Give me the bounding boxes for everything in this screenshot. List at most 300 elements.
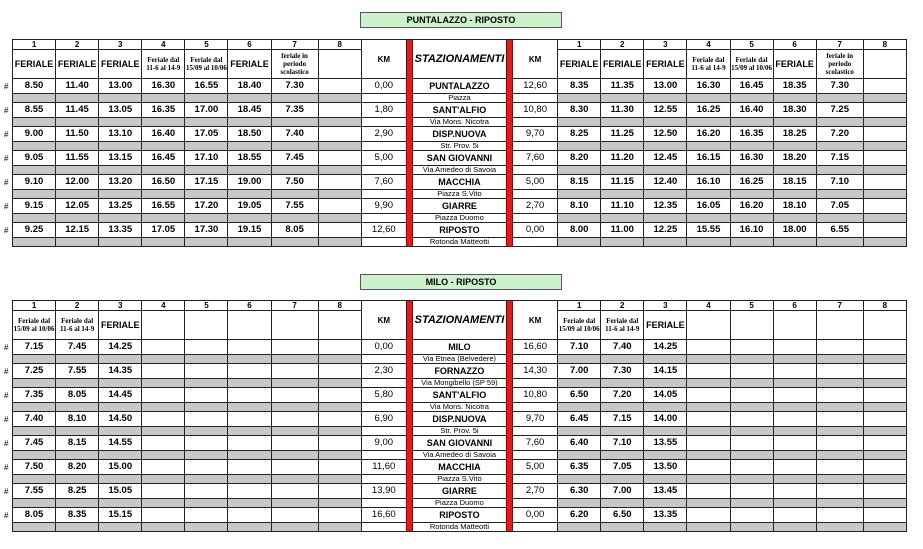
departure-time [142,175,185,190]
departure-time [4,79,56,94]
time-value: 8.50 [24,80,44,91]
row-marker: # [4,202,9,211]
departure-time: 16.45 [730,79,773,94]
separator-cell [361,451,406,460]
separator-cell [318,118,361,127]
departure-time [730,508,773,523]
departure-time [863,151,906,166]
column-header: FERIALE [644,50,687,79]
column-header: Feriale dal 15/09 al 10/06 [558,311,601,340]
km-value: 0,00 [513,508,558,523]
km-header: KM [361,40,406,79]
departure-time [185,151,228,166]
departure-time [56,460,99,475]
column-header: FERIALE [99,50,142,79]
separator-cell [773,238,816,247]
km-value: 14,30 [513,364,558,379]
departure-time: 13.45 [644,484,687,499]
departure-time [271,388,318,403]
departure-time [99,436,142,451]
departure-time [730,412,773,427]
separator-cell [558,403,601,412]
timetable-row [13,103,907,118]
separator-cell [185,118,228,127]
separator-cell [644,379,687,388]
departure-time: 7.30 [816,79,863,94]
separator-cell [13,379,56,388]
column-number: 2 [601,301,644,311]
separator-cell [271,379,318,388]
separator-cell [361,499,406,508]
departure-time [816,484,863,499]
separator-cell [730,451,773,460]
separator-cell [271,142,318,151]
departure-time [228,484,271,499]
time-value: 11.50 [65,128,89,139]
departure-time [863,127,906,142]
separator-cell [816,94,863,103]
time-value: 16.55 [194,80,219,91]
separator-cell [863,214,906,223]
separator-cell [773,214,816,223]
separator-cell [13,142,56,151]
departure-time [773,412,816,427]
time-value: 8.20 [67,461,87,472]
separator-cell [863,166,906,175]
departure-time [142,508,185,523]
separator-cell [601,118,644,127]
departure-time [863,340,906,355]
separator-cell [56,94,99,103]
time-value: 7.15 [24,341,44,352]
column-header: Feriale dal 11-6 al 14-9 [56,311,99,340]
departure-time [185,127,228,142]
departure-time [318,223,361,238]
departure-time [228,364,271,379]
separator-cell [644,499,687,508]
departure-time: 18.20 [773,151,816,166]
departure-time: 18.00 [773,223,816,238]
departure-time: 7.05 [816,199,863,214]
column-header: FERIALE [644,311,687,340]
departure-time [99,508,142,523]
station-address: Via Amedeo di Savoia [412,166,506,175]
departure-time [687,388,730,403]
separator-cell [13,451,56,460]
timetable-puntalazzo-riposto [4,39,907,247]
departure-time: 7.10 [558,340,601,355]
time-value: 9.10 [24,176,44,187]
departure-time [863,223,906,238]
departure-time [4,484,56,499]
time-value: 7.50 [285,176,304,187]
departure-time: 14.00 [644,412,687,427]
separator-cell [558,214,601,223]
timetable-row [13,79,907,94]
departure-time [318,199,361,214]
separator-cell [816,451,863,460]
departure-time [816,460,863,475]
time-value: 18.55 [237,152,262,163]
departure-time: 7.30 [601,364,644,379]
separator-cell [13,238,56,247]
departure-time [318,412,361,427]
time-value: 7.55 [67,365,87,376]
separator-cell [863,451,906,460]
time-value: 11.55 [65,152,89,163]
column-number: 4 [687,301,730,311]
separator-cell [863,118,906,127]
km-value: 10,80 [513,103,558,118]
km-value: 2,70 [513,484,558,499]
time-value: 17.30 [194,224,219,235]
separator-cell [99,355,142,364]
column-header: feriale in periodo scolastico [271,50,318,79]
departure-time [318,103,361,118]
separator-cell [601,427,644,436]
separator-cell [56,427,99,436]
departure-time: 16.30 [730,151,773,166]
time-value: 16.55 [151,200,176,211]
departure-time [228,412,271,427]
time-value: 17.05 [194,128,219,139]
departure-time: 13.00 [644,79,687,94]
departure-time [56,364,99,379]
departure-time [730,484,773,499]
separator-cell [644,166,687,175]
departure-time [318,436,361,451]
separator-cell [816,355,863,364]
row-marker: # [4,226,9,235]
column-number: 6 [773,40,816,50]
separator-cell [773,427,816,436]
separator-cell [271,190,318,199]
departure-time [863,199,906,214]
timetable-row [13,484,907,499]
departure-time [228,460,271,475]
time-value: 18.40 [237,80,262,91]
separator-cell [863,142,906,151]
departure-time: 6.20 [558,508,601,523]
table1-title: PUNTALAZZO - RIPOSTO [360,12,562,28]
separator-cell [271,166,318,175]
departure-time [142,103,185,118]
departure-time: 16.30 [687,79,730,94]
separator-cell [601,94,644,103]
departure-time [185,79,228,94]
departure-time [318,127,361,142]
departure-time [773,508,816,523]
time-value: 14.55 [108,437,133,448]
departure-time [687,460,730,475]
departure-time [4,388,56,403]
separator-cell [863,427,906,436]
time-value: 7.45 [285,152,304,163]
separator-cell [271,499,318,508]
departure-time [816,364,863,379]
departure-time [142,223,185,238]
km-value: 6,90 [361,412,406,427]
station-address: Piazza [412,94,506,103]
departure-time [56,127,99,142]
separator-cell [644,451,687,460]
separator-cell [228,427,271,436]
separator-cell [513,403,558,412]
departure-time [228,79,271,94]
separator-cell [816,403,863,412]
separator-cell [687,379,730,388]
column-header: FERIALE [228,50,271,79]
timetable-row [13,508,907,523]
column-header: Feriale dal 11-6 al 14-9 [687,50,730,79]
departure-time [271,508,318,523]
separator-cell [185,475,228,484]
separator-cell [13,214,56,223]
separator-cell [271,475,318,484]
departure-time [318,175,361,190]
separator-cell [228,499,271,508]
departure-time: 6.30 [558,484,601,499]
separator-cell [687,451,730,460]
separator-cell [361,94,406,103]
separator-cell [601,142,644,151]
separator-cell [773,94,816,103]
separator-cell [13,403,56,412]
separator-cell [13,355,56,364]
separator-cell [56,355,99,364]
departure-time [142,412,185,427]
time-value: 16.30 [151,80,176,91]
time-value: 7.45 [67,341,87,352]
row-marker: # [4,154,9,163]
separator-cell [687,499,730,508]
departure-time [730,460,773,475]
departure-time [185,199,228,214]
separator-cell [558,142,601,151]
separator-cell [687,94,730,103]
column-number: 6 [228,40,271,50]
column-header: Feriale dal 15/09 al 10/06 [185,50,228,79]
time-value: 19.05 [237,200,262,211]
separator-cell [56,475,99,484]
departure-time [4,127,56,142]
station-address: Via Amedeo di Savoia [412,451,506,460]
separator-cell [644,94,687,103]
separator-cell [816,523,863,532]
separator-cell [13,523,56,532]
time-value: 7.50 [24,461,44,472]
column-header [863,311,906,340]
time-value: 9.25 [24,224,44,235]
time-value: 18.45 [237,104,262,115]
departure-time [99,388,142,403]
departure-time [271,412,318,427]
km-value: 9,70 [513,127,558,142]
separator-cell [361,427,406,436]
km-value: 5,00 [513,460,558,475]
row-marker: # [4,439,9,448]
departure-time [99,340,142,355]
departure-time [228,175,271,190]
separator-cell [773,451,816,460]
separator-cell [773,475,816,484]
separator-cell [644,475,687,484]
departure-time [773,340,816,355]
time-value: 18.50 [237,128,262,139]
departure-time [271,460,318,475]
separator-cell [601,499,644,508]
time-value: 9.15 [24,200,44,211]
time-value: 17.05 [151,224,176,235]
departure-time: 15.55 [687,223,730,238]
column-number: 5 [185,301,228,311]
separator-cell [816,475,863,484]
departure-time: 12.45 [644,151,687,166]
departure-time [228,436,271,451]
separator-cell [99,142,142,151]
departure-time [773,460,816,475]
row-marker: # [4,106,9,115]
departure-time [271,103,318,118]
separator-cell [361,190,406,199]
separator-cell [56,379,99,388]
separator-cell [730,142,773,151]
departure-time [773,484,816,499]
separator-cell [773,166,816,175]
departure-time: 7.00 [601,484,644,499]
departure-time: 16.15 [687,151,730,166]
separator-cell [318,94,361,103]
column-number: 8 [318,40,361,50]
departure-time [56,388,99,403]
time-value: 12.15 [65,224,90,235]
column-header [142,311,185,340]
separator-cell [601,355,644,364]
separator-cell [773,523,816,532]
separator-cell [185,238,228,247]
departure-time: 6.45 [558,412,601,427]
departure-time [687,484,730,499]
departure-time [142,199,185,214]
departure-time [687,364,730,379]
km-value: 12,60 [361,223,406,238]
separator-cell [56,190,99,199]
column-number: 7 [816,40,863,50]
separator-cell [99,190,142,199]
departure-time [271,175,318,190]
departure-time [730,436,773,451]
departure-time [4,103,56,118]
km-value: 5,80 [361,388,406,403]
separator-cell [644,523,687,532]
column-header: Feriale dal 11-6 al 14-9 [142,50,185,79]
departure-time [228,127,271,142]
separator-cell [513,238,558,247]
separator-cell [361,142,406,151]
separator-cell [228,94,271,103]
timetable-row [13,436,907,451]
separator-cell [558,238,601,247]
departure-time [773,364,816,379]
separator-cell [185,94,228,103]
separator-cell [513,451,558,460]
column-header: FERIALE [13,50,56,79]
departure-time [142,484,185,499]
departure-time [687,508,730,523]
km-value: 1,80 [361,103,406,118]
separator-cell [730,379,773,388]
station-name: MACCHIA [412,175,506,190]
separator-cell [318,403,361,412]
departure-time: 11.20 [601,151,644,166]
separator-cell [773,379,816,388]
departure-time: 14.15 [644,364,687,379]
separator-cell [271,355,318,364]
separator-cell [99,499,142,508]
separator-cell [13,475,56,484]
departure-time: 7.25 [816,103,863,118]
separator-cell [13,166,56,175]
column-number: 5 [730,301,773,311]
departure-time [99,364,142,379]
departure-time [228,103,271,118]
separator-cell [816,238,863,247]
separator-cell [687,475,730,484]
separator-cell [863,523,906,532]
column-number: 6 [773,301,816,311]
departure-time: 11.10 [601,199,644,214]
departure-time [730,340,773,355]
separator-cell [773,118,816,127]
separator-cell [271,118,318,127]
time-value: 8.05 [285,224,304,235]
separator-cell [228,214,271,223]
departure-time: 16.35 [730,127,773,142]
departure-time: 16.25 [687,103,730,118]
timetable-row [13,364,907,379]
column-number: 5 [730,40,773,50]
time-value: 8.15 [67,437,87,448]
departure-time: 12.25 [644,223,687,238]
departure-time [687,412,730,427]
separator-cell [99,427,142,436]
separator-cell [687,355,730,364]
separator-cell [185,166,228,175]
departure-time: 11.25 [601,127,644,142]
separator-cell [558,190,601,199]
departure-time [271,364,318,379]
departure-time [185,460,228,475]
separator-cell [361,214,406,223]
timetable-row [13,151,907,166]
separator-cell [816,118,863,127]
km-header: KM [513,301,558,340]
separator-cell [816,499,863,508]
separator-cell [687,118,730,127]
departure-time: 6.35 [558,460,601,475]
separator-cell [513,166,558,175]
timetable-row [13,175,907,190]
separator-cell [687,427,730,436]
separator-cell [185,451,228,460]
separator-cell [644,238,687,247]
departure-time: 7.10 [816,175,863,190]
departure-time: 11.00 [601,223,644,238]
departure-time: 7.15 [601,412,644,427]
separator-cell [99,238,142,247]
row-marker: # [4,511,9,520]
separator-cell [558,499,601,508]
